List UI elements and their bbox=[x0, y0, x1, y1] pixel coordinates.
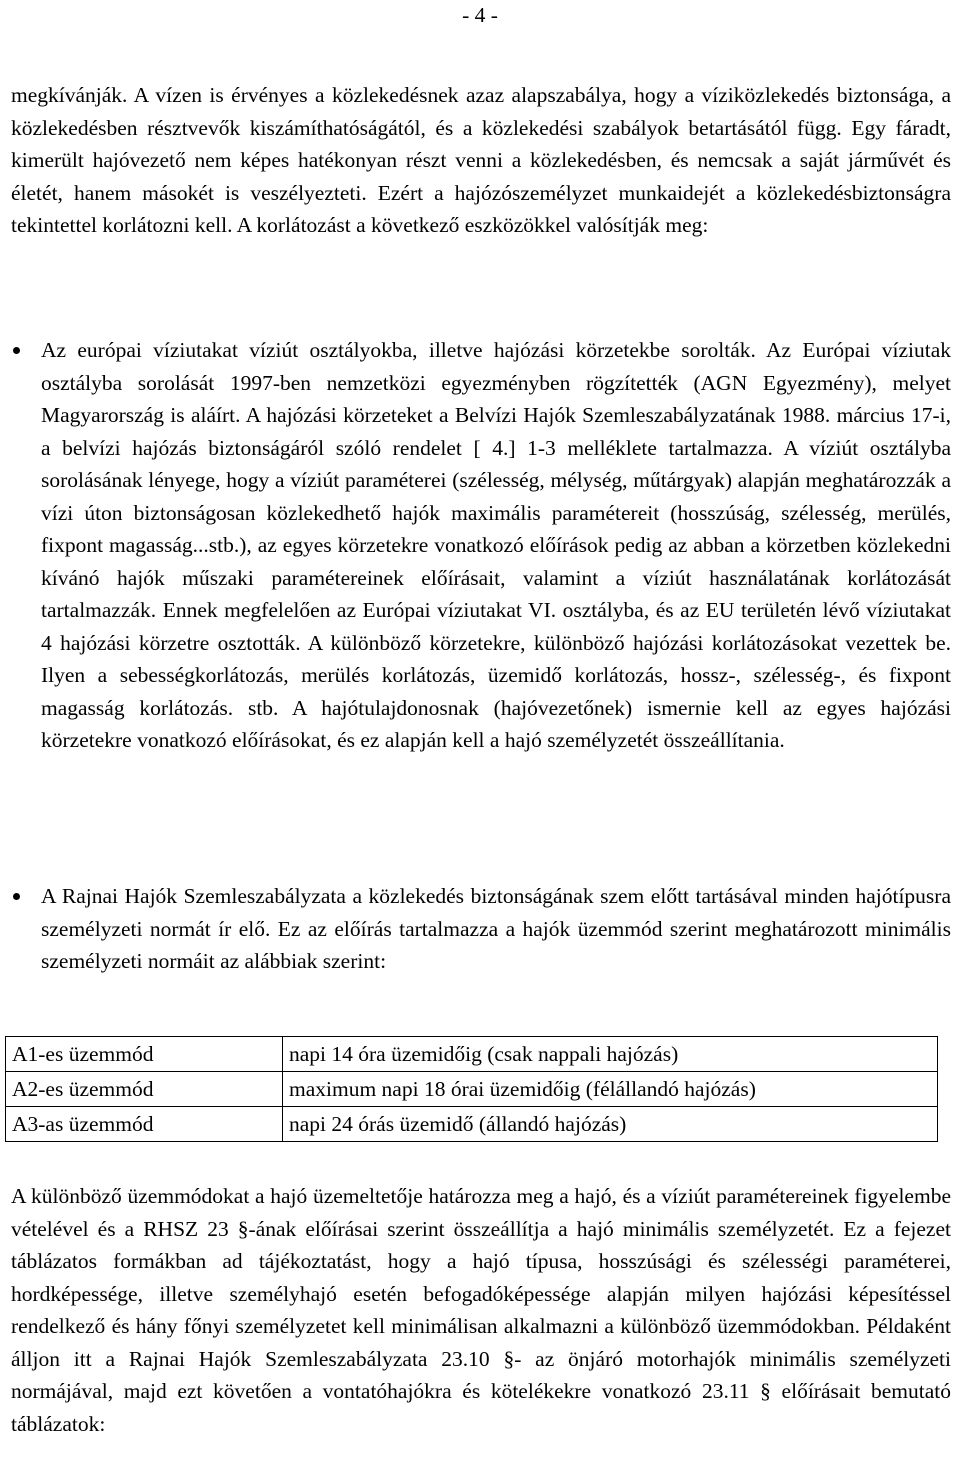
bullet-icon bbox=[13, 893, 20, 900]
operating-modes-table bbox=[5, 1036, 938, 1142]
bullet-list-second bbox=[0, 880, 960, 978]
bullet-item bbox=[0, 880, 951, 978]
closing-paragraph: A különböző üzemmódokat a hajó üzemeltetője határozza meg a hajó, és a víziút paramétereinek figyelembe vételével és a RHSZ 23 §-ának előírásai szerint összeállítja a hajó minimális személyzetét. Ez a fejezet táblázatos formákban ad tájékoztatást, hogy a hajó típusa, hosszúsági és szélességi paraméterei, hordképessége, illetve személyhajó esetén befogadóképessége alapján milyen hajózási képesítéssel rendelkező és hány főnyi személyzetet kell minimálisan alkalmazni a különböző üzemmódokban. Példaként álljon itt a Rajnai Hajók Szemleszabályzata 23.10 §- az önjáró motorhajók minimális személyzeti normájával, majd ezt követően a vontatóhajókra és kötelékekre vonatkozó 23.11 § előírásait bemutató táblázatok: bbox=[11, 1184, 951, 1436]
table-row bbox=[6, 1037, 938, 1072]
bullet-icon bbox=[13, 347, 20, 354]
intro-paragraph: megkívánják. A vízen is érvényes a közlekedésnek azaz alapszabálya, hogy a víziközlekedés biztonsága, a közlekedésben résztvevők kiszámíthatóságától, és a közlekedési szabályok betartásától függ. Egy fáradt, kimerült hajóvezető nem képes hatékonyan részt venni a közlekedésben, és nemcsak a saját járművét és életét, hanem másokét is veszélyezteti. Ezért a hajózószemélyzet munkaidejét a közlekedésbiztonságra tekintettel korlátozni kell. A korlátozást a következő eszközökkel valósítják meg: bbox=[11, 83, 951, 237]
bullet-list-first bbox=[0, 334, 960, 757]
mode-cell: A1-es üzemmód bbox=[6, 1037, 283, 1072]
mode-description-cell: napi 24 órás üzemidő (állandó hajózás) bbox=[283, 1107, 938, 1142]
mode-cell: A3-as üzemmód bbox=[6, 1107, 283, 1142]
mode-description-cell: maximum napi 18 órai üzemidőig (félállandó hajózás) bbox=[283, 1072, 938, 1107]
bullet-item bbox=[0, 334, 951, 757]
mode-cell: A2-es üzemmód bbox=[6, 1072, 283, 1107]
table-row bbox=[6, 1072, 938, 1107]
bullet-text: A Rajnai Hajók Szemleszabályzata a közlekedés biztonságának szem előtt tartásával minden hajótípusra személyzeti normát ír elő. Ez az előírás tartalmazza a hajók üzemmód szerint meghatározott minimális személyzeti normáit az alábbiak szerint: bbox=[41, 884, 951, 973]
page-number: - 4 - bbox=[462, 3, 498, 27]
bullet-text: Az európai víziutakat víziút osztályokba, illetve hajózási körzetekbe sorolták. Az Európai víziutak osztályba sorolását 1997-ben nemzetközi egyezményben rögzítették (AGN Egyezmény), melyet Magyarország is aláírt. A hajózási körzeteket a Belvízi Hajók Szemleszabályzatának 1988. március 17-i, a belvízi hajózás biztonságáról szóló rendelet [ 4.] 1-3 melléklete tartalmazza. A víziút osztályba sorolásának lényege, hogy a víziút paraméterei (szélesség, mélység, műtárgyak) alapján meghatározzák a vízi úton biztonságosan közlekedhető hajók maximális paramétereit (hosszúság, szélesség, merülés, fixpont magasság...stb.), az egyes körzetekre vonatkozó előírások pedig az abban a körzetben közlekedni kívánó hajók műszaki paramétereinek előírásait, valamint a víziút használatának korlátozását tartalmazzák. Ennek megfelelően az Európai víziutakat VI. osztályba, és az EU területén lévő víziutakat 4 hajózási körzetre osztották. A különböző körzetekre, különböző hajózási korlátozásokat vezettek be. Ilyen a sebességkorlátozás, merülés korlátozás, üzemidő korlátozás, hossz-, szélesség-, és fixpont magasság korlátozás. stb. A hajótulajdonosnak (hajóvezetőnek) ismernie kell az egyes hajózási körzetekre vonatkozó előírásokat, és ez alapján kell a hajó személyzetét összeállítania. bbox=[41, 338, 951, 752]
table-row bbox=[6, 1107, 938, 1142]
mode-description-cell: napi 14 óra üzemidőig (csak nappali hajózás) bbox=[283, 1037, 938, 1072]
